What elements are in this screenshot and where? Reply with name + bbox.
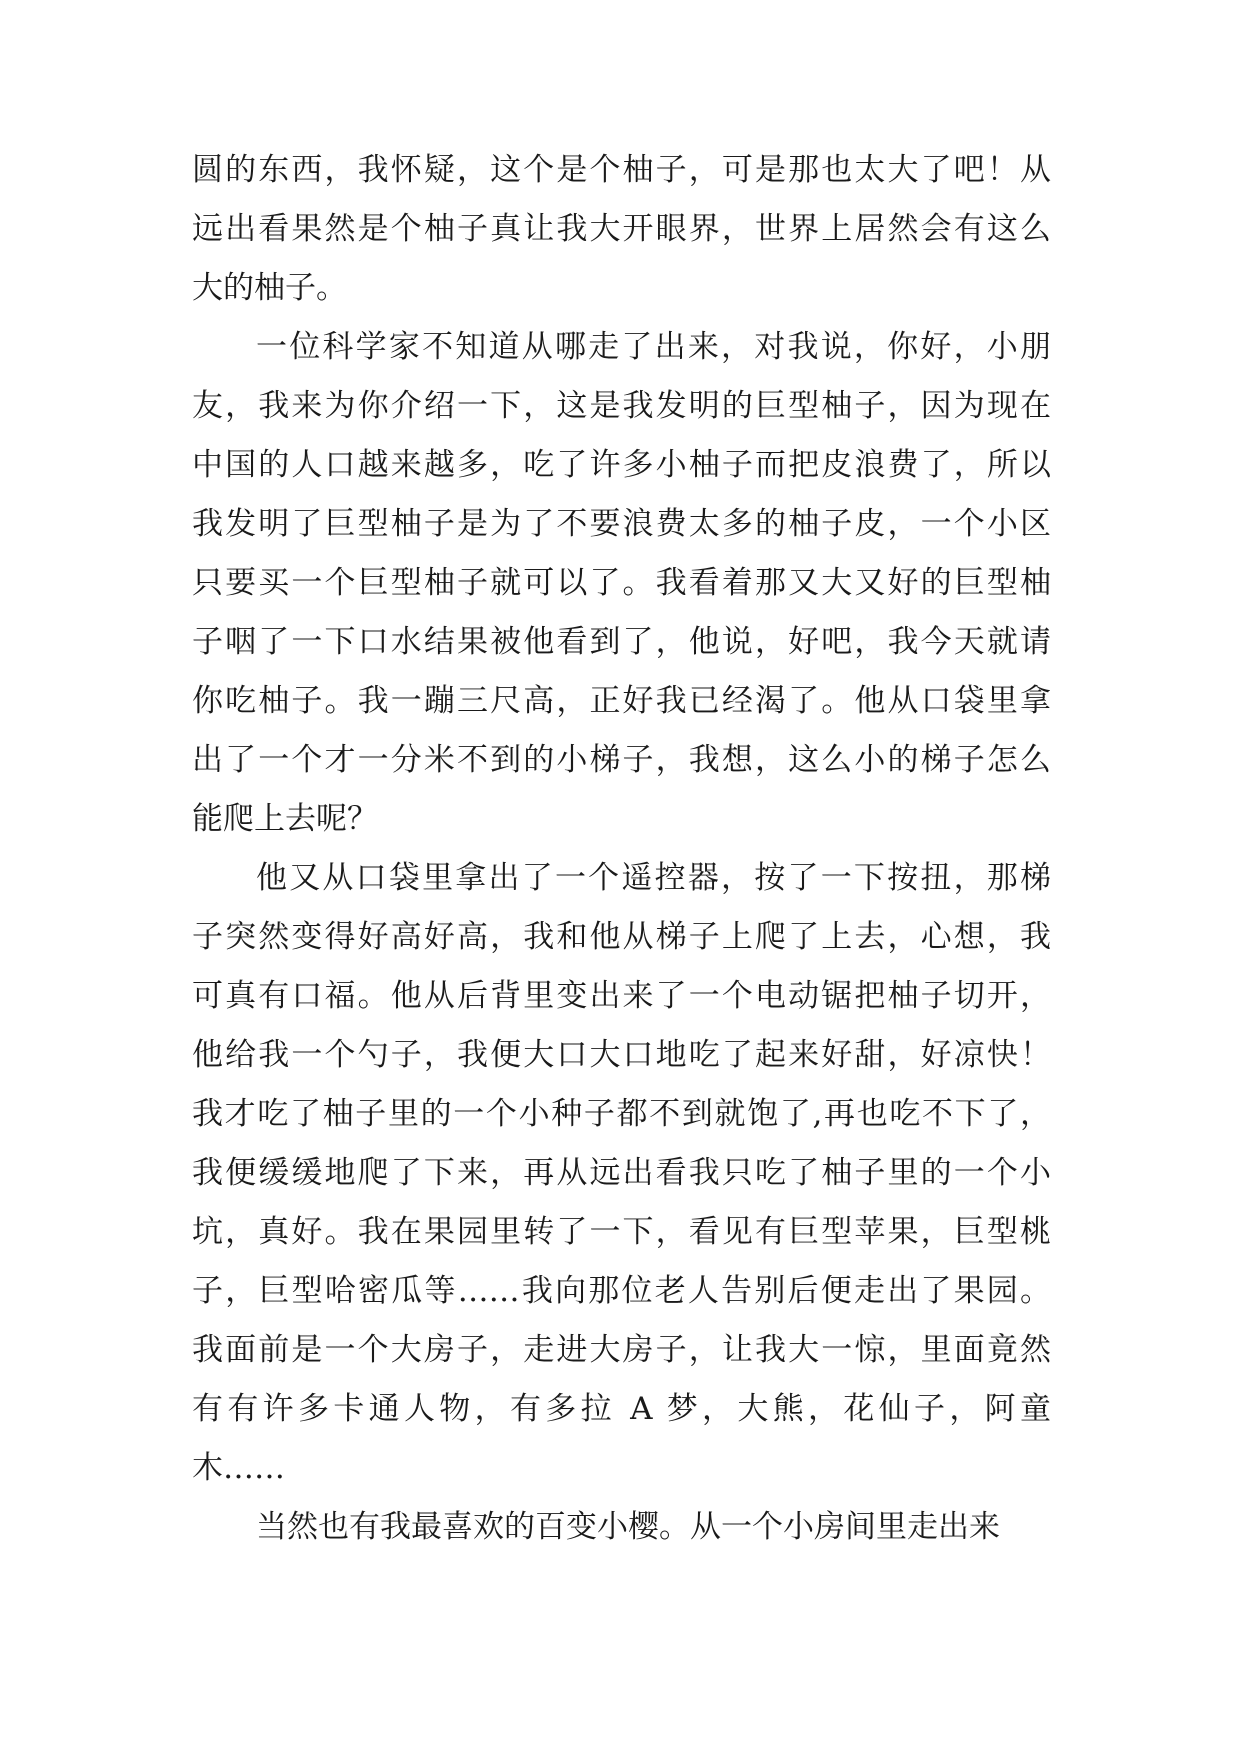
text-line: 木…… [192,1450,285,1486]
text-line: 我面前是一个大房子，走进大房子，让我大一惊，里面竟然 [192,1332,1051,1368]
text-line: 友，我来为你介绍一下，这是我发明的巨型柚子，因为现在 [192,388,1051,424]
text-line: 子，巨型哈密瓜等……我向那位老人告别后便走出了果园。 [192,1273,1051,1309]
text-line: 远出看果然是个柚子真让我大开眼界，世界上居然会有这么 [192,211,1051,247]
paragraph-start-line: 当然也有我最喜欢的百变小樱。从一个小房间里走出来 [256,1509,1000,1545]
text-line: 我才吃了柚子里的一个小种子都不到就饱了,再也吃不下了， [192,1096,1051,1132]
text-line: 坑，真好。我在果园里转了一下，看见有巨型苹果，巨型桃 [192,1214,1051,1250]
paragraph-start-line: 一位科学家不知道从哪走了出来，对我说，你好，小朋 [256,329,1051,365]
text-line: 可真有口福。他从后背里变出来了一个电动锯把柚子切开， [192,978,1051,1014]
text-line: 我便缓缓地爬了下来，再从远出看我只吃了柚子里的一个小 [192,1155,1051,1191]
text-line: 他给我一个勺子，我便大口大口地吃了起来好甜，好凉快！ [192,1037,1051,1073]
text-line: 有有许多卡通人物，有多拉 A 梦，大熊，花仙子，阿童 [192,1391,1051,1427]
text-line: 子咽了一下口水结果被他看到了，他说，好吧，我今天就请 [192,624,1051,660]
text-line: 大的柚子。 [192,270,347,306]
text-line: 能爬上去呢？ [192,801,378,837]
text-line: 中国的人口越来越多，吃了许多小柚子而把皮浪费了，所以 [192,447,1051,483]
text-line: 子突然变得好高好高，我和他从梯子上爬了上去，心想，我 [192,919,1051,955]
text-line: 我发明了巨型柚子是为了不要浪费太多的柚子皮，一个小区 [192,506,1051,542]
text-line: 圆的东西，我怀疑，这个是个柚子，可是那也太大了吧！从 [192,152,1051,188]
text-line: 只要买一个巨型柚子就可以了。我看着那又大又好的巨型柚 [192,565,1051,601]
text-line: 你吃柚子。我一蹦三尺高，正好我已经渴了。他从口袋里拿 [192,683,1051,719]
text-line: 出了一个才一分米不到的小梯子，我想，这么小的梯子怎么 [192,742,1051,778]
paragraph-start-line: 他又从口袋里拿出了一个遥控器，按了一下按扭，那梯 [256,860,1051,896]
